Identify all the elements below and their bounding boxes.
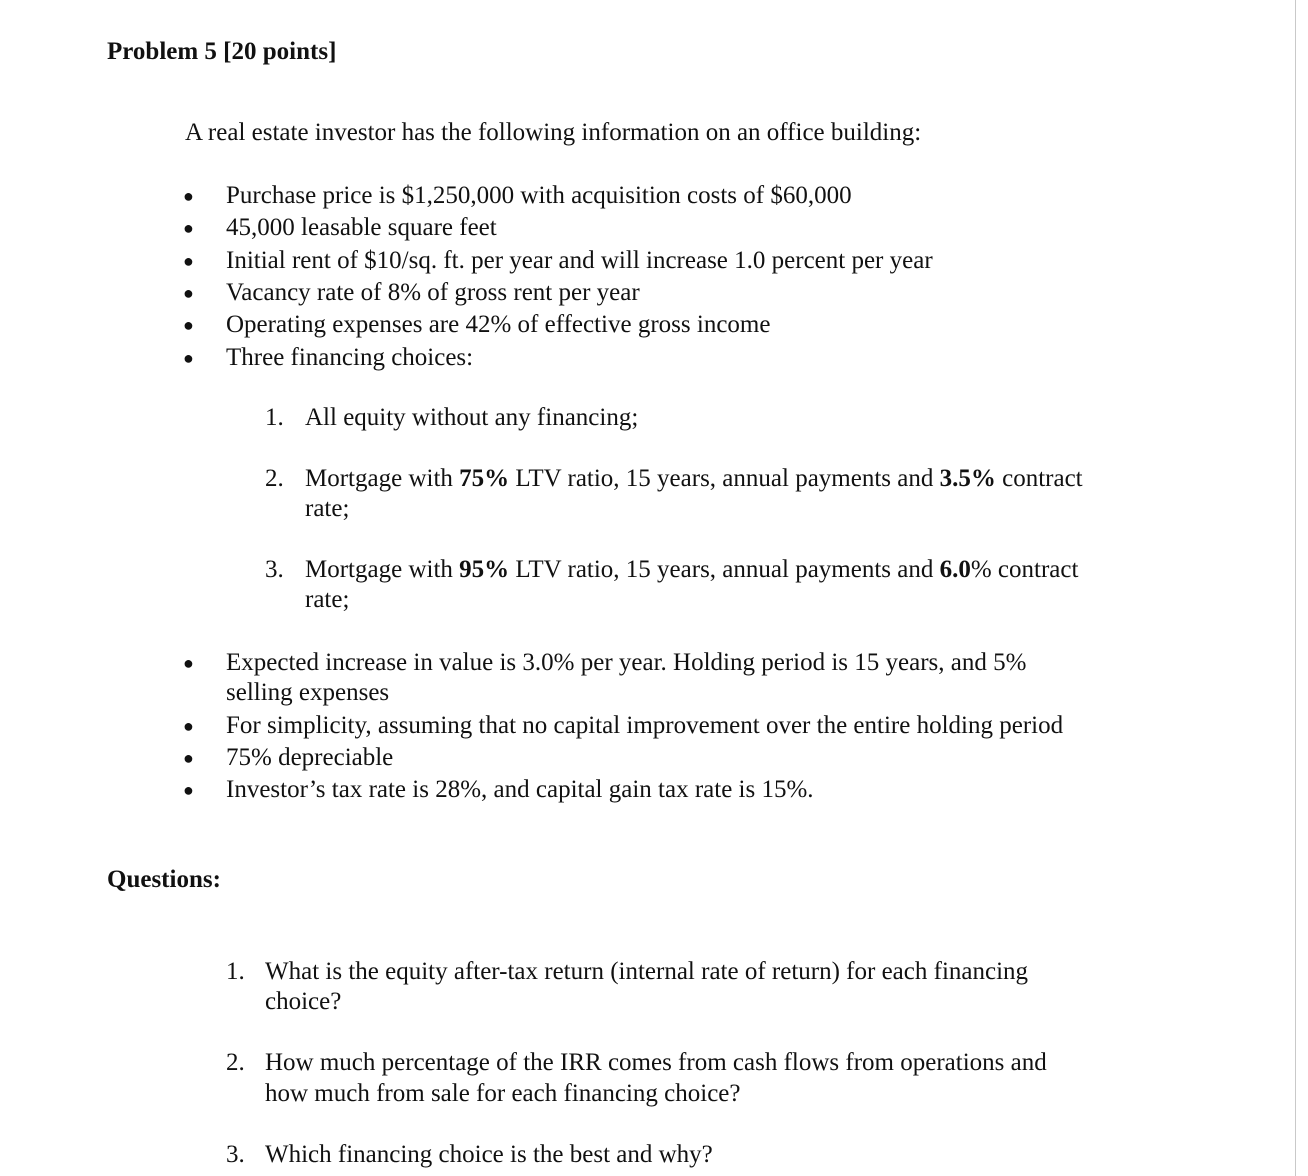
page-edge-line xyxy=(1295,0,1296,1176)
ltv-value: 75% xyxy=(459,465,510,492)
bullet-text: For simplicity, assuming that no capital improvement over the entire holding period xyxy=(226,712,1064,739)
bullet-icon: ● xyxy=(183,748,194,768)
rate-value: 6.0 xyxy=(939,556,971,583)
choice-text: All equity without any financing; xyxy=(305,404,639,431)
bullet-text: Expected increase in value is 3.0% per year. Holding period is 15 years, and 5% xyxy=(226,649,1027,676)
bullet-icon: ● xyxy=(183,315,194,335)
choice-text: Mortgage with 95% LTV ratio, 15 years, annual payments and 6.0% contract xyxy=(305,556,1079,583)
choice-number: 2. xyxy=(265,465,284,492)
bullet-icon: ● xyxy=(183,218,194,238)
choice-number: 1. xyxy=(265,404,284,431)
bullet-text: Purchase price is $1,250,000 with acquisition costs of $60,000 xyxy=(226,182,852,209)
bullet-text: Initial rent of $10/sq. ft. per year and will increase 1.0 percent per year xyxy=(226,247,933,274)
bullet-text: 45,000 leasable square feet xyxy=(226,214,497,241)
bullet-text: 75% depreciable xyxy=(226,744,394,771)
bullet-icon: ● xyxy=(183,780,194,800)
bullet-text: Investor’s tax rate is 28%, and capital gain tax rate is 15%. xyxy=(226,776,814,803)
question-text-continued: choice? xyxy=(265,988,342,1015)
intro-text: A real estate investor has the following information on an office building: xyxy=(185,119,922,146)
bullet-icon: ● xyxy=(183,348,194,368)
bullet-text: Three financing choices: xyxy=(226,344,474,371)
bullet-icon: ● xyxy=(183,716,194,736)
problem-title: Problem 5 [20 points] xyxy=(107,38,337,65)
question-text: Which financing choice is the best and why? xyxy=(265,1141,713,1168)
choice-number: 3. xyxy=(265,556,284,583)
bullet-icon: ● xyxy=(183,186,194,206)
rate-value: 3.5% xyxy=(939,465,996,492)
choice-text-continued: rate; xyxy=(305,586,350,613)
bullet-icon: ● xyxy=(183,251,194,271)
bullet-text: Operating expenses are 42% of effective gross income xyxy=(226,311,771,338)
question-number: 1. xyxy=(226,958,245,985)
bullet-text-continued: selling expenses xyxy=(226,679,390,706)
question-text: What is the equity after-tax return (internal rate of return) for each financing xyxy=(265,958,1029,985)
bullet-text: Vacancy rate of 8% of gross rent per year xyxy=(226,279,640,306)
question-number: 3. xyxy=(226,1141,245,1168)
question-text-continued: how much from sale for each financing choice? xyxy=(265,1080,741,1107)
ltv-value: 95% xyxy=(459,556,510,583)
bullet-icon: ● xyxy=(183,283,194,303)
choice-text-continued: rate; xyxy=(305,495,350,522)
questions-heading: Questions: xyxy=(107,866,221,893)
question-text: How much percentage of the IRR comes from cash flows from operations and xyxy=(265,1049,1047,1076)
choice-text: Mortgage with 75% LTV ratio, 15 years, annual payments and 3.5% contract xyxy=(305,465,1083,492)
question-number: 2. xyxy=(226,1049,245,1076)
bullet-icon: ● xyxy=(183,653,194,673)
